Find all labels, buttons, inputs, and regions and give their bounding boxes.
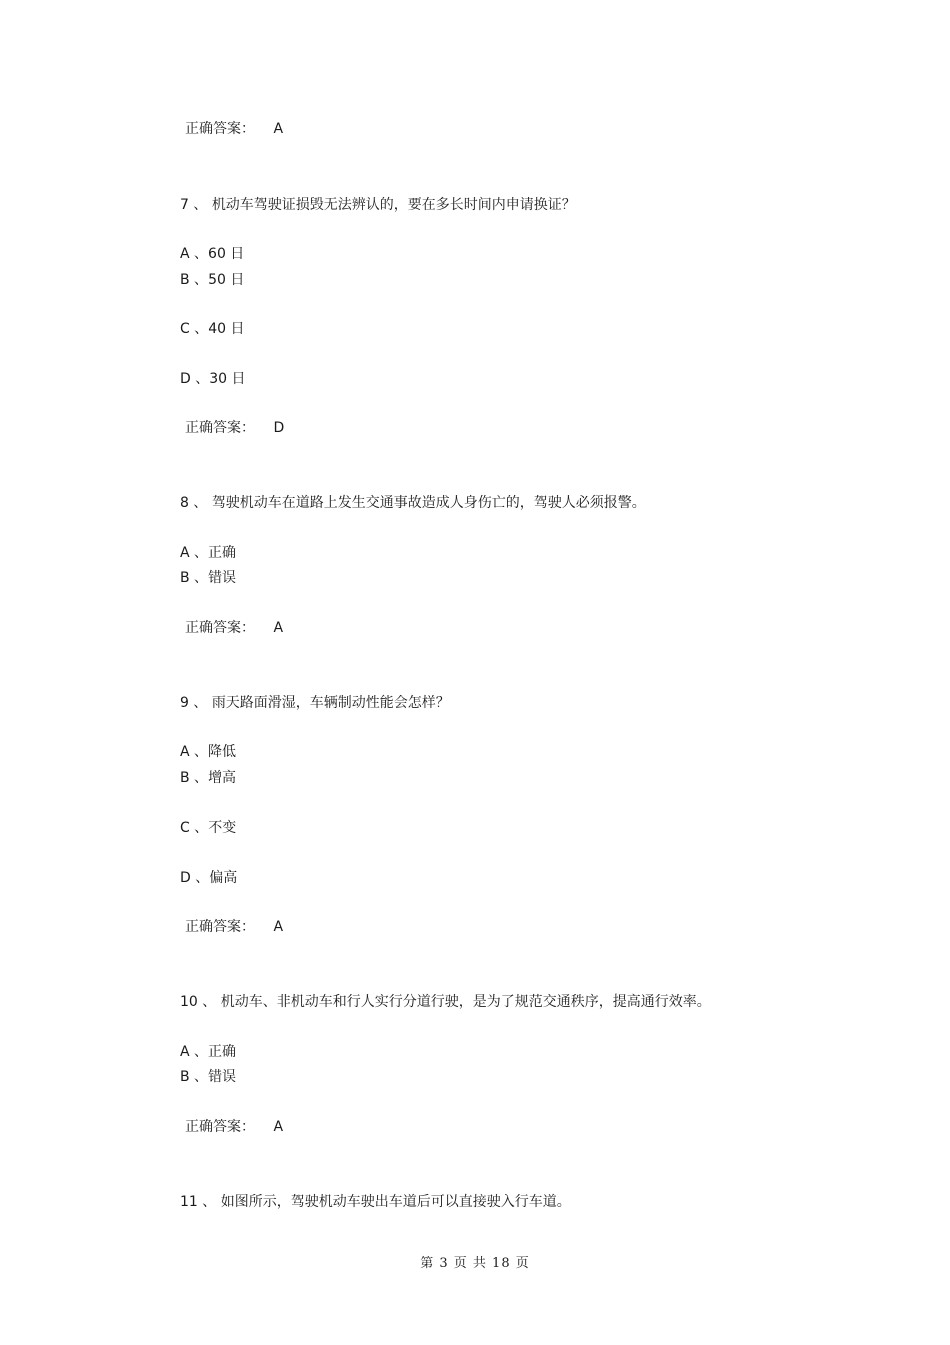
option-b	[180, 769, 236, 787]
option-label: B 、	[180, 1069, 209, 1085]
answer-line	[185, 619, 283, 637]
question-number: 10 、	[180, 994, 217, 1010]
answer-line	[185, 1118, 283, 1136]
question-8	[180, 494, 646, 512]
option-text: 30 日	[209, 371, 246, 387]
option-text: 错误	[208, 570, 237, 586]
question-9	[180, 694, 450, 712]
option-d	[180, 370, 246, 388]
option-text: 偏高	[209, 870, 238, 886]
option-text: 60 日	[208, 246, 245, 262]
option-label: B 、	[180, 770, 209, 786]
option-d	[180, 869, 237, 887]
answer-value: D	[273, 420, 285, 436]
answer-value: A	[273, 121, 284, 137]
option-label: A 、	[180, 1044, 209, 1060]
question-number: 9 、	[180, 695, 208, 711]
answer-label: 正确答案：	[185, 121, 255, 137]
option-b	[180, 1068, 236, 1086]
answer-label: 正确答案：	[185, 420, 255, 436]
answer-label: 正确答案：	[185, 1119, 255, 1135]
option-c	[180, 819, 236, 837]
answer-value: A	[273, 620, 284, 636]
option-label: C 、	[180, 321, 209, 337]
option-label: B 、	[180, 570, 209, 586]
answer-value: A	[273, 919, 284, 935]
option-text: 不变	[208, 820, 237, 836]
question-text: 如图所示，驾驶机动车驶出车道后可以直接驶入行车道。	[220, 1194, 571, 1210]
option-text: 错误	[208, 1069, 237, 1085]
option-b	[180, 569, 236, 587]
question-number: 11 、	[180, 1194, 217, 1210]
question-number: 7 、	[180, 197, 208, 213]
option-label: A 、	[180, 744, 209, 760]
answer-label: 正确答案：	[185, 919, 255, 935]
question-text: 机动车、非机动车和行人实行分道行驶，是为了规范交通秩序，提高通行效率。	[220, 994, 711, 1010]
option-b	[180, 271, 244, 289]
question-text: 机动车驾驶证损毁无法辨认的，要在多长时间内申请换证？	[211, 197, 576, 213]
answer-label: 正确答案：	[185, 620, 255, 636]
question-10	[180, 993, 711, 1011]
answer-line	[185, 918, 283, 936]
option-a	[180, 544, 236, 562]
option-a	[180, 743, 236, 761]
option-label: B 、	[180, 272, 209, 288]
question-11	[180, 1193, 571, 1211]
option-a	[180, 245, 244, 263]
option-text: 增高	[208, 770, 237, 786]
option-text: 正确	[208, 1044, 237, 1060]
question-7	[180, 196, 576, 214]
question-text: 雨天路面滑湿，车辆制动性能会怎样？	[211, 695, 450, 711]
option-label: A 、	[180, 246, 209, 262]
option-label: A 、	[180, 545, 209, 561]
question-text: 驾驶机动车在道路上发生交通事故造成人身伤亡的，驾驶人必须报警。	[211, 495, 646, 511]
option-label: C 、	[180, 820, 209, 836]
option-a	[180, 1043, 236, 1061]
option-text: 降低	[208, 744, 237, 760]
option-text: 40 日	[208, 321, 245, 337]
option-text: 50 日	[208, 272, 245, 288]
option-text: 正确	[208, 545, 237, 561]
answer-line	[185, 120, 283, 138]
option-c	[180, 320, 245, 338]
question-number: 8 、	[180, 495, 208, 511]
option-label: D 、	[180, 870, 210, 886]
option-label: D 、	[180, 371, 210, 387]
answer-line	[185, 419, 284, 437]
page-footer: 第 3 页 共 18 页	[420, 1256, 530, 1271]
answer-value: A	[273, 1119, 284, 1135]
